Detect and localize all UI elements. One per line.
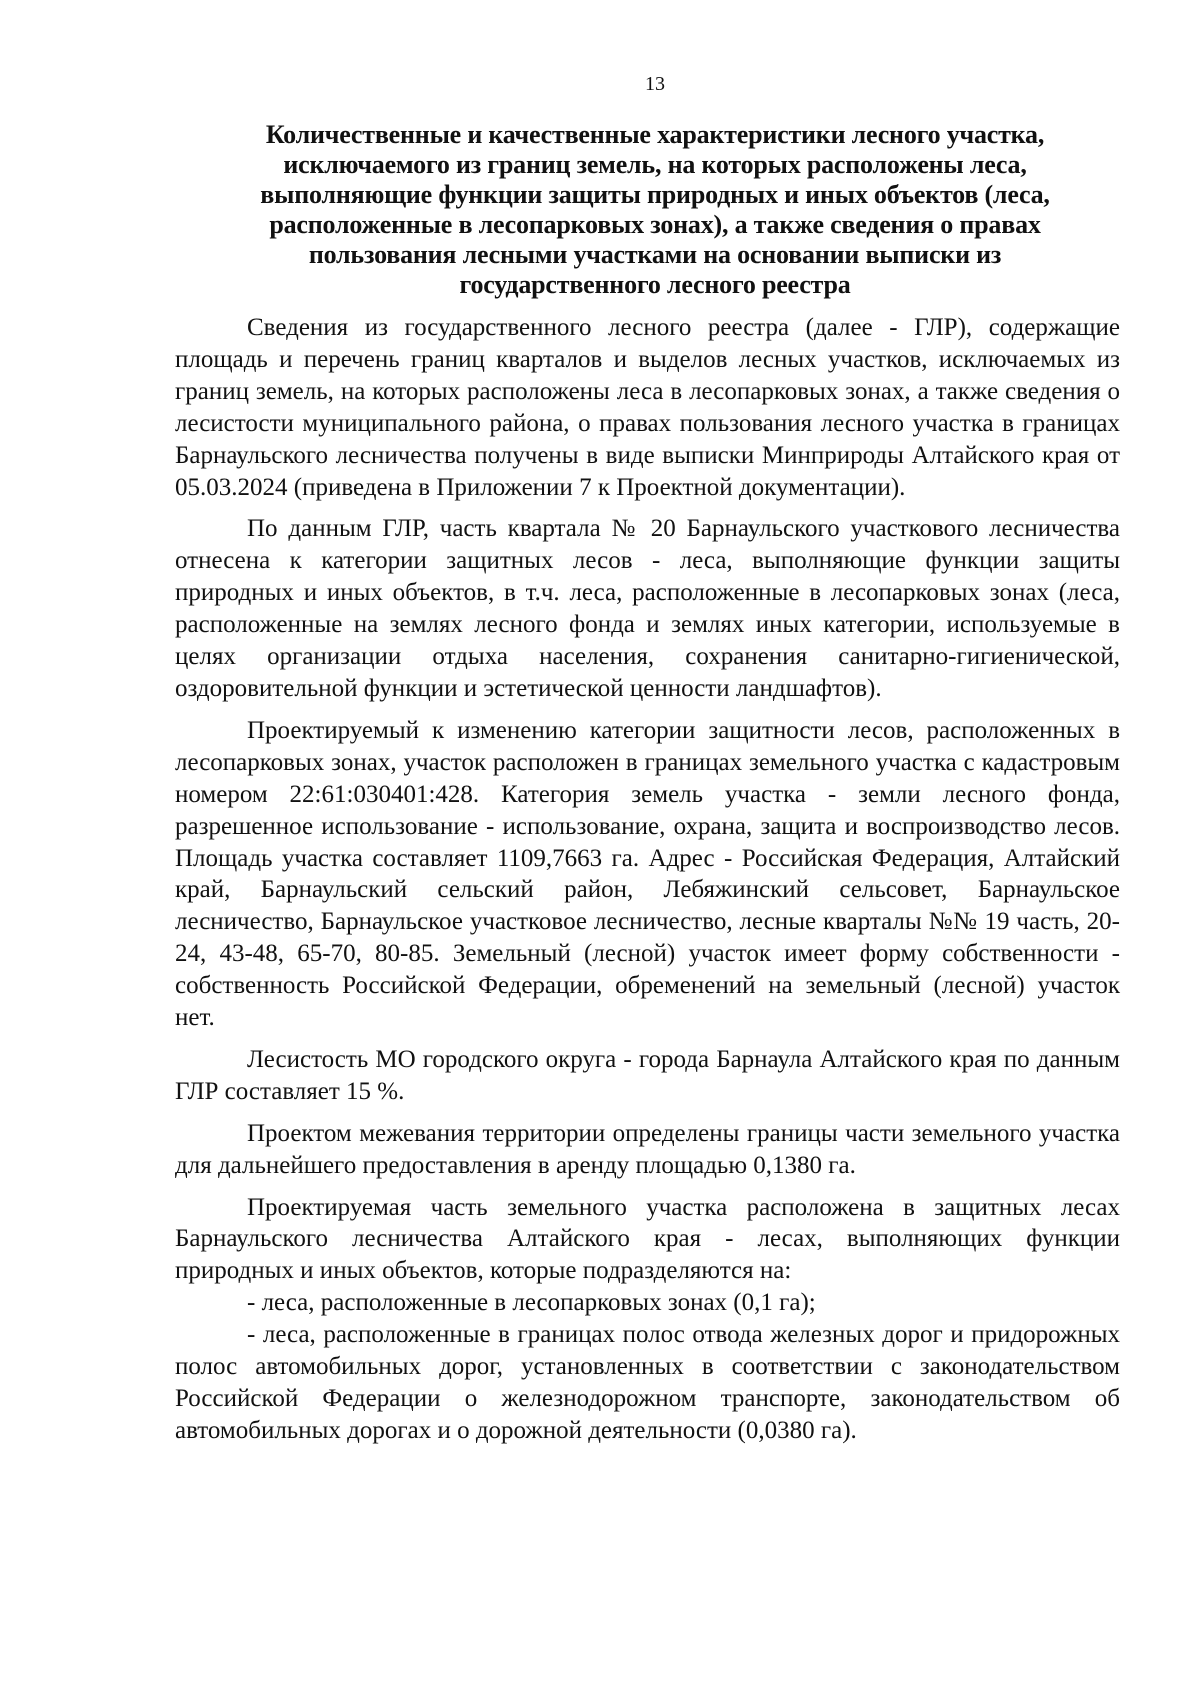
- heading-line: государственного лесного реестра: [459, 270, 851, 299]
- list-item: - леса, расположенные в лесопарковых зонах (0,1 га);: [247, 1289, 816, 1317]
- paragraph-forest-cover: Лесистость МО городского округа - города Барнаула Алтайского края по данным ГЛР составляет 15 %.: [175, 1045, 1120, 1105]
- paragraph-land-plot: Проектируемый к изменению категории защитности лесов, расположенных в лесопарковых зонах, участок расположен в границах земельного участка с кадастровым номером 22:61:030401:428. Категория земель участка - земли лесного фонда, разрешенное использование - использование, охрана, защита и воспроизводство лесов. Площадь участка составляет 1109,7663 га. Адрес - Российская Федерация, Алтайский край, Барнаульский сельский район, Лебяжинский сельсовет, Барнаульское лесничество, Барнаульское участковое лесничество, лесные кварталы №№ 19 часть, 20-24, 43-48, 65-70, 80-85. Земельный (лесной) участок имеет форму собственности - собственность Российской Федерации, обременений на земельный (лесной) участок нет.: [175, 716, 1120, 1032]
- list-item: - леса, расположенные в границах полос отвода железных дорог и придорожных полос автомобильных дорог, установленных в соответствии с законодательством Российской Федерации о железнодорожном транспорте, законодательством об автомобильных дорогах и о дорожной деятельности (0,0380 га).: [175, 1321, 1120, 1444]
- heading-line: выполняющие функции защиты природных и иных объектов (леса,: [260, 180, 1050, 209]
- paragraph-designed-part: Проектируемая часть земельного участка расположена в защитных лесах Барнаульского лесничества Алтайского края - лесах, выполняющих функции природных и иных объектов, которые подразделяются на:: [175, 1193, 1120, 1285]
- heading-line: исключаемого из границ земель, на которых расположены леса,: [283, 150, 1027, 179]
- heading-line: расположенные в лесопарковых зонах), а также сведения о правах: [269, 210, 1041, 239]
- body-text: [175, 312, 1120, 1447]
- paragraph-glr-info: Сведения из государственного лесного реестра (далее - ГЛР), содержащие площадь и перечень границ кварталов и выделов лесных участков, исключаемых из границ земель, на которых расположены леса в лесопарковых зонах, а также сведения о лесистости муниципального района, о правах пользования лесного участка в границах Барнаульского лесничества получены в виде выписки Минприроды Алтайского края от 05.03.2024 (приведена в Приложении 7 к Проектной документации).: [175, 314, 1120, 501]
- heading-line: Количественные и качественные характеристики лесного участка,: [265, 120, 1045, 149]
- heading-line: пользования лесными участками на основании выписки из: [308, 240, 1002, 269]
- paragraph-survey-project: Проектом межевания территории определены границы части земельного участка для дальнейшего предоставления в аренду площадью 0,1380 га.: [175, 1119, 1120, 1179]
- section-heading: [200, 120, 1110, 300]
- page-number: 13: [645, 73, 665, 95]
- paragraph-protective-forest: По данным ГЛР, часть квартала № 20 Барнаульского участкового лесничества отнесена к категории защитных лесов - леса, выполняющие функции защиты природных и иных объектов, в т.ч. леса, расположенные в лесопарковых зонах (леса, расположенные на землях лесного фонда и землях иных категории, используемые в целях организации отдыха населения, сохранения санитарно-гигиенической, оздоровительной функции и эстетической ценности ландшафтов).: [175, 515, 1120, 702]
